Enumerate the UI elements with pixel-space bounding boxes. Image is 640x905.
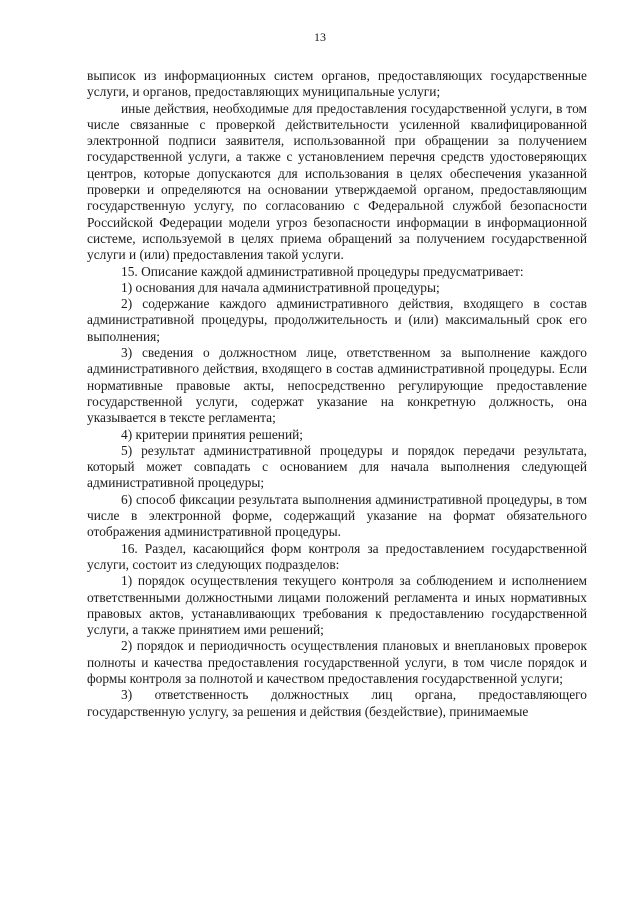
paragraph-16-1: 1) порядок осуществления текущего контроля за соблюдением и исполнением ответственными должностными лицами положений регламента и иных нормативных правовых актов, устанавливающих требования к предоставлению государственной услуги, а также принятием ими решений; <box>87 573 587 638</box>
paragraph-15-2: 2) содержание каждого административного действия, входящего в состав административной процедуры, продолжительность и (или) максимальный срок его выполнения; <box>87 296 587 344</box>
paragraph-15-3: 3) сведения о должностном лице, ответственном за выполнение каждого административного действия, входящего в состав административной процедуры. Если нормативные правовые акты, непосредственно регулирующие предоставление государственной услуги, содержат указание на конкретную должность, она указывается в тексте регламента; <box>87 345 587 426</box>
paragraph-15-1: 1) основания для начала административной процедуры; <box>121 279 440 295</box>
paragraph-15-4: 4) критерии принятия решений; <box>121 426 304 442</box>
paragraph-16-2: 2) порядок и периодичность осуществления плановых и внеплановых проверок полноты и качества предоставления государственной услуги, в том числе порядок и формы контроля за полнотой и качеством предоставления государственной услуги; <box>87 638 587 686</box>
paragraph-item-15: 15. Описание каждой административной процедуры предусматривает: <box>121 263 524 279</box>
paragraph-15-6: 6) способ фиксации результата выполнения административной процедуры, в том числе в электронной форме, содержащий указание на формат обязательного отображения административной процедуры. <box>87 491 587 540</box>
page-number: 13 <box>314 30 326 44</box>
paragraph-item-16: 16. Раздел, касающийся форм контроля за предоставлением государственной услуги, состоит из следующих подразделов: <box>87 540 587 572</box>
paragraph-other-actions: иные действия, необходимые для предоставления государственной услуги, в том числе связанные с проверкой действительности усиленной квалифицированной электронной подписи заявителя, использованной при обращении за получением государственной услуги, а также с установлением перечня средств удостоверяющих центров, которые допускаются для использования в целях обеспечения указанной проверки и определяются на основании утверждаемой органом, предоставляющим государственную услугу, по согласованию с Федеральной службой безопасности Российской Федерации модели угроз безопасности информации в информационной системе, используемой в целях приема обращений за получением государственной услуги и (или) предоставления такой услуги. <box>87 100 587 263</box>
paragraph-16-3: 3) ответственность должностных лиц органа, предоставляющего государственную услугу, за решения и действия (бездействие), принимаемые <box>87 687 587 719</box>
document-body <box>87 68 587 720</box>
paragraph-continuation: выписок из информационных систем органов, предоставляющих государственные услуги, и органов, предоставляющих муниципальные услуги; <box>87 68 587 100</box>
paragraph-15-5: 5) результат административной процедуры и порядок передачи результата, который может совпадать с основанием для начала выполнения следующей административной процедуры; <box>87 442 587 491</box>
